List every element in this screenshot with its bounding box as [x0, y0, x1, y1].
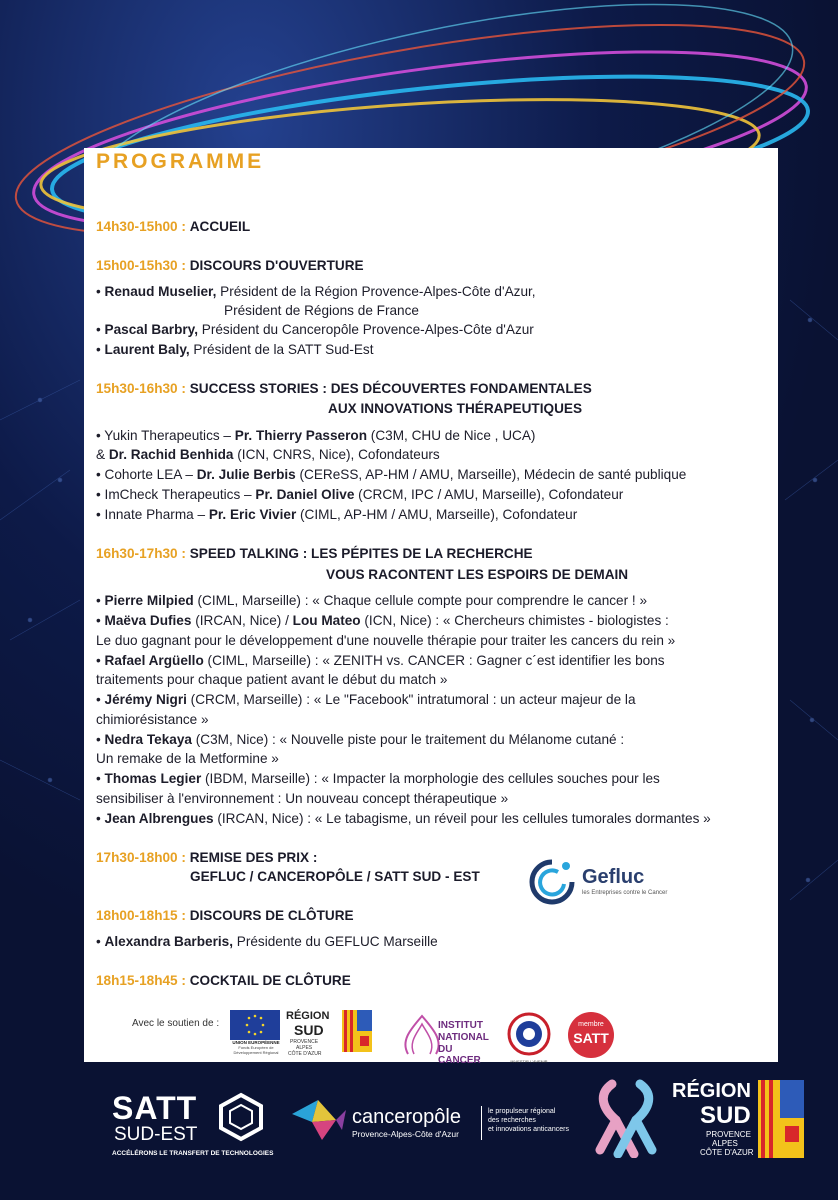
speaker-name: Dr. Julie Berbis	[196, 467, 296, 482]
canceropole-triangles-icon	[292, 1096, 346, 1142]
speaker-name: Jean Albrengues	[104, 811, 214, 826]
speaker-line: • Maëva Dufies (IRCAN, Nice) / Lou Mateo (ICN, Nice) : « Chercheurs chimistes - biologistes :	[96, 613, 669, 628]
speaker-name: Pr. Thierry Passeron	[234, 428, 368, 443]
speaker-line: • Cohorte LEA – Dr. Julie Berbis (CEReSS, AP-HM / AMU, Marseille), Médecin de santé publique	[96, 467, 687, 482]
session-time: 15h30-16h30 :	[96, 381, 186, 396]
speaker-line: • Renaud Muselier, Président de la Région Provence-Alpes-Côte d'Azur,	[96, 284, 536, 299]
speaker-line: • Yukin Therapeutics – Pr. Thierry Passeron (C3M, CHU de Nice , UCA)	[96, 428, 536, 443]
session-time: 17h30-18h00 :	[96, 850, 186, 865]
region-sud-logo: RÉGION SUD PROVENCE ALPES CÔTE D'AZUR	[286, 1008, 382, 1064]
programme-title: PROGRAMME	[96, 150, 265, 173]
session-title: DISCOURS D'OUVERTURE	[189, 258, 364, 273]
speaker-line: • Laurent Baly, Président de la SATT Sud-Est	[96, 342, 374, 357]
divider	[481, 1106, 482, 1140]
speaker-line: • Rafael Argüello (CIML, Marseille) : « ZENITH vs. CANCER : Gagner c´est identifier les bons	[96, 653, 665, 668]
speaker-line: chimiorésistance »	[96, 712, 209, 727]
session-time: 16h30-17h30 :	[96, 546, 186, 561]
session-success-stories	[96, 380, 592, 397]
speaker-name: Pr. Daniel Olive	[255, 487, 355, 502]
speaker-name: Nedra Tekaya	[104, 732, 192, 747]
speaker-name: Alexandra Barberis,	[104, 934, 233, 949]
speaker-name: Pascal Barbry,	[104, 322, 198, 337]
satt-member-logo: membre SATT	[568, 1012, 614, 1058]
session-title: DISCOURS DE CLÔTURE	[189, 908, 354, 923]
speaker-line: • Pascal Barbry, Président du Canceropôle Provence-Alpes-Côte d'Azur	[96, 322, 534, 337]
satt-hexagon-icon	[216, 1092, 266, 1142]
gefluc-tagline: les Entreprises contre le Cancer	[582, 890, 668, 896]
session-time: 14h30-15h00 :	[96, 219, 186, 234]
speaker-line: sensibiliser à l'environnement : Un nouveau concept thérapeutique »	[96, 791, 509, 806]
eu-flag-icon	[230, 1010, 280, 1040]
speaker-line: • Nedra Tekaya (C3M, Nice) : « Nouvelle piste pour le traitement du Mélanome cutané :	[96, 732, 625, 747]
session-ouverture	[96, 257, 364, 274]
session-title-line2: AUX INNOVATIONS THÉRAPEUTIQUES	[328, 401, 583, 416]
speaker-line: Président de Régions de France	[224, 303, 419, 318]
session-accueil	[96, 218, 250, 235]
region-sud-coat-of-arms-icon	[758, 1080, 804, 1158]
session-title: REMISE DES PRIX :	[189, 850, 318, 865]
speaker-line: • Pierre Milpied (CIML, Marseille) : « Chaque cellule compte pour comprendre le cancer ! »	[96, 593, 648, 608]
session-remise-prix	[96, 849, 317, 866]
canceropole-logo: canceropôle Provence-Alpes-Côte d'Azur le propulseur régional des recherches et innovations anticancers	[292, 1096, 582, 1146]
gefluc-logo	[528, 858, 668, 906]
session-time: 18h00-18h15 :	[96, 908, 186, 923]
speaker-name: Rafael Argüello	[104, 653, 204, 668]
speaker-line: Le duo gagnant pour le développement d'une nouvelle thérapie pour traiter les cancers du rein »	[96, 633, 676, 648]
eu-stars-icon	[230, 1010, 280, 1040]
session-title-line2: GEFLUC / CANCEROPÔLE / SATT SUD - EST	[190, 869, 480, 884]
speaker-line: • Innate Pharma – Pr. Eric Vivier (CIML, AP-HM / AMU, Marseille), Cofondateur	[96, 507, 578, 522]
session-title: COCKTAIL DE CLÔTURE	[189, 973, 351, 988]
investir-avenir-icon	[507, 1012, 551, 1056]
gefluc-name: Gefluc	[582, 866, 645, 888]
speaker-line: • Thomas Legier (IBDM, Marseille) : « Impacter la morphologie des cellules souches pour les	[96, 771, 660, 786]
region-sud-footer-logo: RÉGION SUD PROVENCE ALPES CÔTE D'AZUR	[670, 1080, 830, 1160]
speaker-name: Pr. Eric Vivier	[208, 507, 297, 522]
speaker-line: • Jérémy Nigri (CRCM, Marseille) : « Le "Facebook" intratumoral : un acteur majeur de la	[96, 692, 636, 707]
session-cloture	[96, 907, 354, 924]
session-title: ACCUEIL	[189, 219, 251, 234]
session-speed-talking	[96, 545, 533, 562]
session-title: SUCCESS STORIES : DES DÉCOUVERTES FONDAMENTALES	[189, 381, 592, 396]
gefluc-swirl-icon	[528, 858, 576, 906]
speaker-name: Dr. Rachid Benhida	[108, 447, 234, 462]
sponsors-label: Avec le soutien de :	[132, 1018, 220, 1029]
speaker-name: Renaud Muselier,	[104, 284, 217, 299]
session-cocktail	[96, 972, 351, 989]
speaker-name: Pierre Milpied	[104, 593, 194, 608]
awareness-ribbons-icon	[594, 1078, 660, 1158]
session-title-line2: VOUS RACONTENT LES ESPOIRS DE DEMAIN	[326, 567, 629, 582]
speaker-line: • ImCheck Therapeutics – Pr. Daniel Olive (CRCM, IPC / AMU, Marseille), Cofondateur	[96, 487, 624, 502]
inca-logo: INSTITUT NATIONAL DU CANCER	[398, 1008, 496, 1064]
speaker-line: • Jean Albrengues (IRCAN, Nice) : « Le tabagisme, un réveil pour les cellules tumorales dormantes »	[96, 811, 711, 826]
session-title: SPEED TALKING : LES PÉPITES DE LA RECHERCHE	[189, 546, 533, 561]
speaker-name: Lou Mateo	[292, 613, 361, 628]
investir-avenir-logo: INVESTIR L'AVENIR	[507, 1012, 551, 1056]
speaker-name: Maëva Dufies	[104, 613, 192, 628]
speaker-line: • Alexandra Barberis, Présidente du GEFLUC Marseille	[96, 934, 438, 949]
eu-logo: UNION EUROPÉENNE Fonds Européen de Développement Régional	[230, 1010, 282, 1068]
speaker-line: traitements pour chaque patient avant le début du match »	[96, 672, 448, 687]
speaker-line: & Dr. Rachid Benhida (ICN, CNRS, Nice), Cofondateurs	[96, 447, 440, 462]
region-coat-of-arms-icon	[342, 1010, 372, 1052]
speaker-name: Thomas Legier	[104, 771, 202, 786]
session-time: 15h00-15h30 :	[96, 258, 186, 273]
session-time: 18h15-18h45 :	[96, 973, 186, 988]
speaker-name: Jérémy Nigri	[104, 692, 187, 707]
speaker-name: Laurent Baly,	[104, 342, 190, 357]
speaker-line: Un remake de la Metformine »	[96, 751, 279, 766]
satt-sud-est-logo: SATT SUD-EST ACCÉLÉRONS LE TRANSFERT DE TECHNOLOGIES	[112, 1090, 274, 1157]
